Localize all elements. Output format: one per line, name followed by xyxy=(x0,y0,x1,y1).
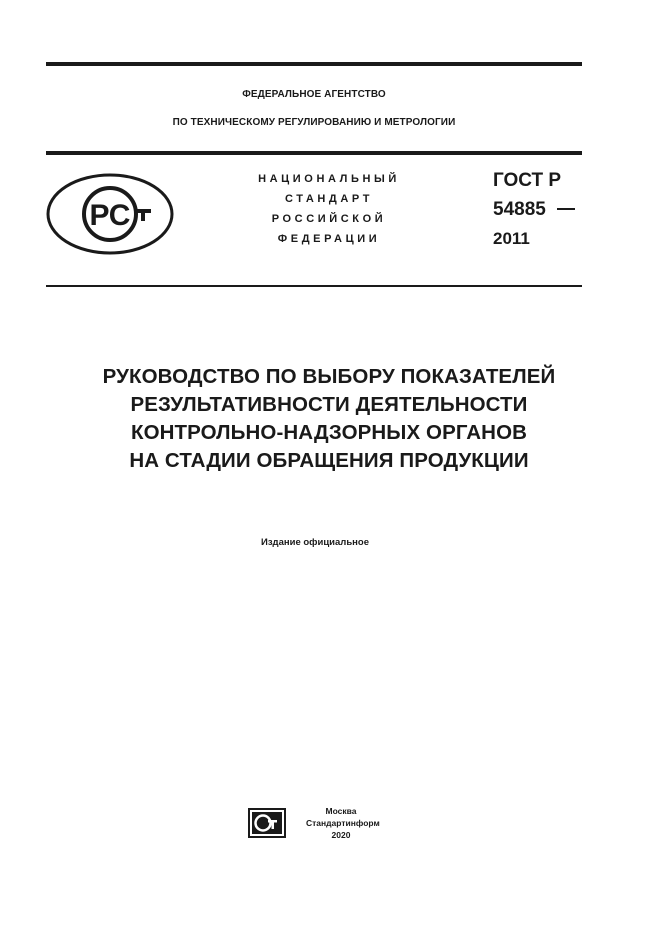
edition-label: Издание официальное xyxy=(261,537,369,548)
national-line-2: СТАНДАРТ xyxy=(284,193,374,205)
national-line-4: ФЕДЕРАЦИИ xyxy=(277,233,381,245)
agency-line-1: ФЕДЕРАЛЬНОЕ АГЕНТСТВО xyxy=(242,89,386,100)
document-title xyxy=(46,363,612,475)
svg-text:РС: РС xyxy=(89,199,131,232)
title-line-1: РУКОВОДСТВО ПО ВЫБОРУ ПОКАЗАТЕЛЕЙ xyxy=(102,365,556,388)
top-rule xyxy=(46,62,582,66)
publisher-year: 2020 xyxy=(331,830,351,840)
publisher-city: Москва xyxy=(325,806,357,816)
gost-number: 54885 xyxy=(493,199,546,220)
gost-label: ГОСТ Р xyxy=(493,170,562,191)
agency-line-2: ПО ТЕХНИЧЕСКОМУ РЕГУЛИРОВАНИЮ И МЕТРОЛОГИИ xyxy=(172,117,456,128)
title-line-3: КОНТРОЛЬНО-НАДЗОРНЫХ ОРГАНОВ xyxy=(130,421,528,444)
bottom-rule xyxy=(46,285,582,287)
standartinform-logo-icon xyxy=(248,808,286,838)
publisher-name: Стандартинформ xyxy=(306,818,380,828)
title-line-4: НА СТАДИИ ОБРАЩЕНИЯ ПРОДУКЦИИ xyxy=(129,449,529,472)
gost-dash xyxy=(557,208,575,210)
publisher-block xyxy=(306,805,380,841)
national-line-3: РОССИЙСКОЙ xyxy=(271,213,387,225)
gost-year: 2011 xyxy=(493,229,530,248)
middle-rule xyxy=(46,151,582,155)
national-line-1: НАЦИОНАЛЬНЫЙ xyxy=(258,173,400,185)
rst-emblem-icon xyxy=(44,172,176,256)
title-line-2: РЕЗУЛЬТАТИВНОСТИ ДЕЯТЕЛЬНОСТИ xyxy=(130,393,528,416)
